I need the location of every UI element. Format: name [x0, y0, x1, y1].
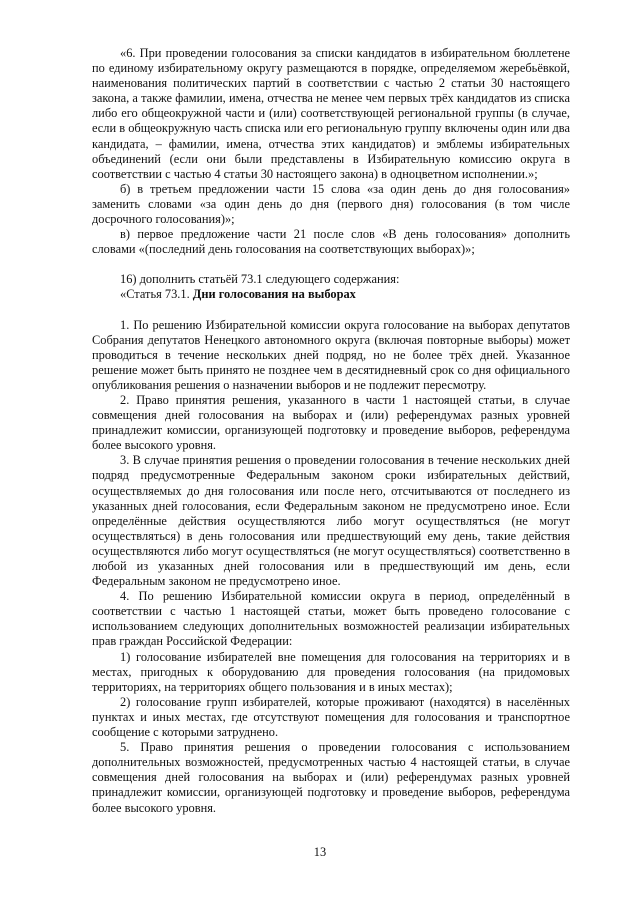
paragraph-subitem-b: б) в третьем предложении части 15 слова «за один день до дня голосования» заменить словами «за один день до дня (первого дня) голосования (в том числе досрочного голосования)»; [92, 181, 570, 227]
document-body [92, 46, 570, 816]
article-part-5: 5. Право принятия решения о проведении голосования с использованием дополнительных возможностей, предусмотренных частью 4 настоящей статьи, в случае совмещения дней голосования на выборах и (или) референдумах разных уровней принадлежит комиссии, организующей подготовку и проведение выборов, референдума более высокого уровня. [92, 740, 570, 815]
article-heading [92, 287, 570, 302]
paragraph-item-16: 16) дополнить статьёй 73.1 следующего содержания: [120, 272, 400, 287]
article-part-1: 1. По решению Избирательной комиссии округа голосование на выборах депутатов Собрания депутатов Ненецкого автономного округа (включая повторные выборы) может проводиться в течение нескольких дней подряд, но не более трёх дней. Указанное решение может быть принято не позднее чем в десятидневный срок со дня официального опубликования решения о назначении выборов и не подлежит пересмотру. [92, 317, 570, 392]
article-part-4-item-2: 2) голосование групп избирателей, которые проживают (находятся) в населённых пунктах и иных местах, где отсутствуют помещения для голосования и транспортное сообщение с которыми затруднено. [92, 694, 570, 740]
article-part-2: 2. Право принятия решения, указанного в части 1 настоящей статьи, в случае совмещения дней голосования на выборах и (или) референдумах разных уровней принадлежит комиссии, организующей подготовку и проведение выборов, референдума более высокого уровня. [92, 392, 570, 453]
article-part-3: 3. В случае принятия решения о проведении голосования в течение нескольких дней подряд предусмотренные Федеральным законом сроки избирательных действий, осуществляемых до дня голосования или после него, отсчитываются от последнего из указанных дней голосования, если Федеральным законом не предусмотрено иное. Если определённые действия осуществляются либо могут осуществляться (не могут осуществляться) в день голосования или предшествующий ему день, такие действия осуществляются либо могут осуществляться (не могут осуществляться) соответственно в любой из указанных дней голосования или в предшествующий им день, если Федеральным законом не предусмотрено иное. [92, 453, 570, 589]
article-heading-prefix: «Статья 73.1. [120, 287, 193, 302]
paragraph-subitem-v: в) первое предложение части 21 после слов «В день голосования» дополнить словами «(последний день голосования на соответствующих выборах)»; [92, 227, 570, 257]
article-part-4: 4. По решению Избирательной комиссии округа в период, определённый в соответствии с частью 1 настоящей статьи, может быть проведено голосование с использованием следующих дополнительных возможностей реализации избирательных прав граждан Российской Федерации: [92, 589, 570, 649]
article-part-4-item-1: 1) голосование избирателей вне помещения для голосования на территориях и в местах, пригодных к оборудованию для проведения голосования (на придомовых территориях, на территориях общего пользования и в иных местах); [92, 649, 570, 694]
paragraph-part-6: «6. При проведении голосования за списки кандидатов в избирательном бюллетене по единому избирательному округу размещаются в порядке, определяемом жеребьёвкой, наименования политических партий в соответствии с частью 2 статьи 30 настоящего закона, а также фамилии, имена, отчества не менее чем первых трёх кандидатов из списка либо его общеокружной части и (или) соответствующей региональной группы (в случае, если в общеокружную часть списка или его региональную группу включены один или два кандидата, – фамилии, имена, отчества этих кандидатов) и эмблемы избирательных объединений (если они были представлены в Избирательную комиссию округа в соответствии с частью 4 статьи 30 настоящего закона) в одноцветном исполнении.»; [92, 46, 570, 181]
article-heading-title: Дни голосования на выборах [192, 287, 356, 302]
page-number: 13 [313, 845, 327, 859]
